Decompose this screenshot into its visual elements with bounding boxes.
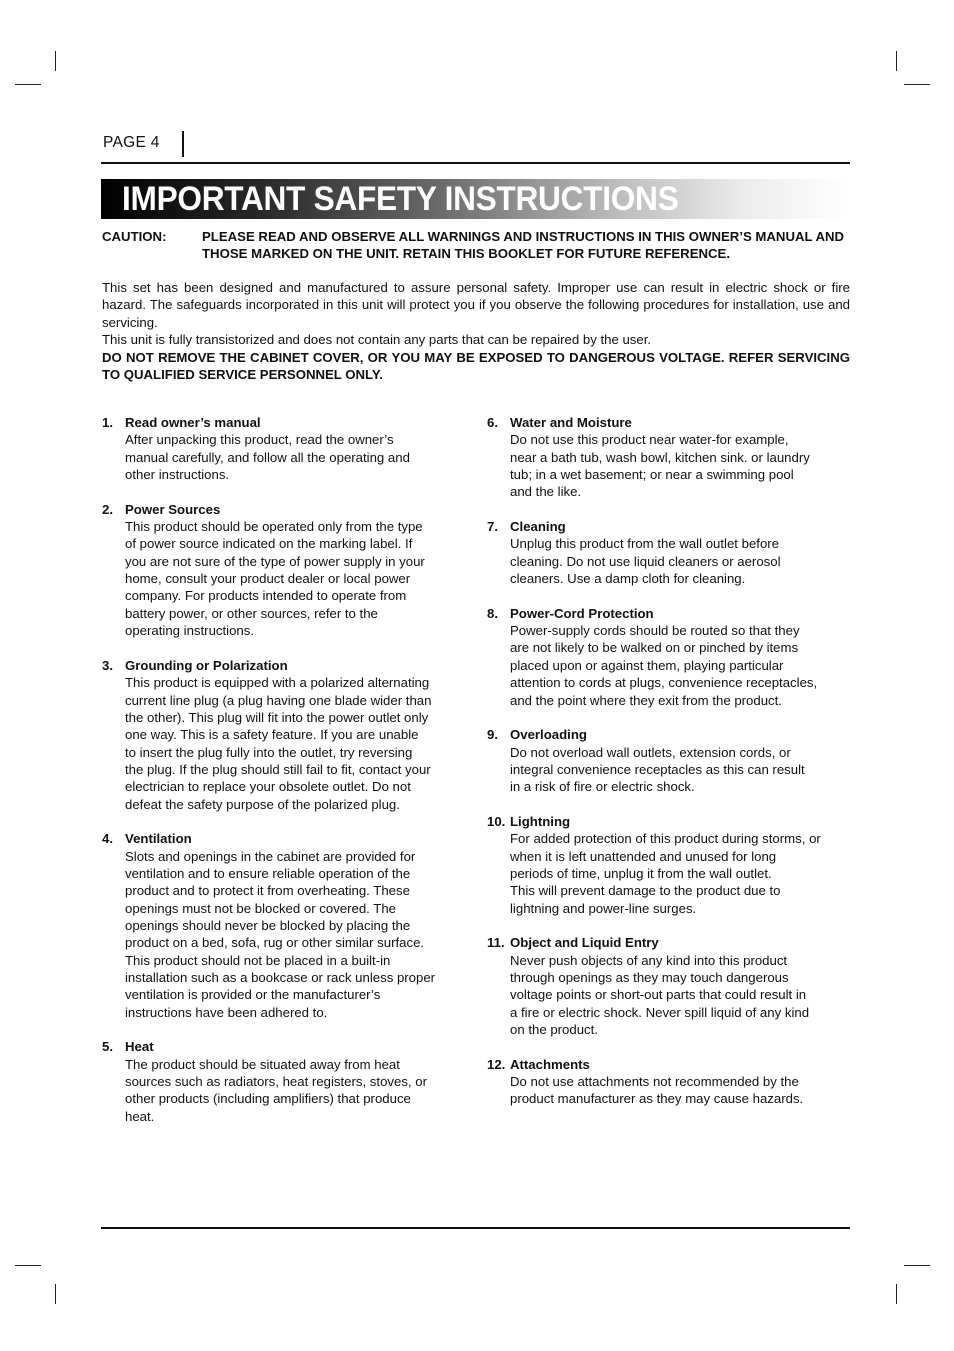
item-number: 10. <box>487 813 506 829</box>
instruction-item <box>487 726 852 795</box>
item-body: Slots and openings in the cabinet are provided for ventilation and to ensure reliable operation of the product and to protect it from overheating. These openings must not be blocked or covered. The openings should never be blocked by placing the product on a bed, sofa, rug or other similar surface. This product should not be placed in a built-in installation such as a bookcase or rack unless proper ventilation is provided or the manufacturer’s instructions have been adhered to. <box>125 848 436 1020</box>
item-title: Overloading <box>510 727 587 743</box>
page-title: IMPORTANT SAFETY INSTRUCTIONS <box>122 180 679 218</box>
item-title: Lightning <box>510 813 571 829</box>
item-title: Read owner’s manual <box>125 415 261 430</box>
crop-mark <box>55 51 56 71</box>
instruction-item <box>487 518 852 587</box>
item-number: 1. <box>102 415 113 430</box>
intro-paragraph: This unit is fully transistorized and does not contain any parts that can be repaired by the user. <box>102 332 652 348</box>
item-body: Do not use this product near water-for example, near a bath tub, wash bowl, kitchen sink. or laundry tub; in a wet basement; or near a swimming pool and the like. <box>510 432 810 500</box>
item-title: Attachments <box>510 1056 590 1072</box>
item-title: Power Sources <box>125 501 221 517</box>
crop-mark <box>15 84 41 85</box>
instruction-item <box>487 605 852 709</box>
item-number: 11. <box>487 935 505 951</box>
instruction-item <box>102 501 467 640</box>
instruction-item <box>102 1038 467 1125</box>
item-body: This product is equipped with a polarized alternating current line plug (a plug having one blade wider than the other). This plug will fit into the power outlet only one way. This is a safety feature. If you are unable to insert the plug fully into the outlet, try reversing the plug. If the plug should still fail to fit, contact your electrician to replace your obsolete outlet. Do not defeat the safety purpose of the polarized plug. <box>125 675 432 812</box>
item-body: Do not overload wall outlets, extension cords, or integral convenience receptacles as this can result in a risk of fire or electric shock. <box>510 744 805 795</box>
item-number: 7. <box>487 519 498 535</box>
item-body: Never push objects of any kind into this product through openings as they may touch dangerous voltage points or short-out parts that could result in a fire or electric shock. Never spill liquid of any kind on the product. <box>510 952 810 1038</box>
voltage-warning: DO NOT REMOVE THE CABINET COVER, OR YOU MAY BE EXPOSED TO DANGEROUS VOLTAGE. REFER SERVICING TO QUALIFIED SERVICE PERSONNEL ONLY. <box>102 349 850 383</box>
crop-mark <box>896 1284 897 1304</box>
item-title: Cleaning <box>510 519 566 535</box>
header-rule <box>101 162 850 164</box>
item-number: 6. <box>487 415 498 430</box>
crop-mark <box>15 1265 41 1266</box>
intro-paragraph: This set has been designed and manufactured to assure personal safety. Improper use can result in electric shock or fire hazard. The safeguards incorporated in this unit will protect you if you observe the following procedures for installation, use and servicing. <box>102 280 850 330</box>
page-number-divider <box>182 131 184 157</box>
instructions-left-column <box>102 414 467 1142</box>
item-title: Water and Moisture <box>510 415 632 430</box>
item-number: 3. <box>102 657 113 673</box>
item-title: Ventilation <box>125 831 192 847</box>
page-number: PAGE 4 <box>103 134 160 151</box>
item-body: For added protection of this product during storms, or when it is left unattended and unused for long periods of time, unplug it from the wall outlet. This will prevent damage to the product due to lightning and power-line surges. <box>510 831 821 916</box>
item-title: Power-Cord Protection <box>510 605 654 621</box>
instruction-item <box>487 934 852 1038</box>
item-body: This product should be operated only from the type of power source indicated on the marking label. If you are not sure of the type of power supply in your home, consult your product dealer or local power company. For products intended to operate from battery power, or other sources, refer to the operating instructions. <box>125 519 425 639</box>
item-number: 4. <box>102 831 113 847</box>
item-title: Heat <box>125 1039 154 1055</box>
instruction-item <box>102 414 467 483</box>
item-number: 9. <box>487 727 498 743</box>
title-banner <box>101 179 850 219</box>
item-body: The product should be situated away from heat sources such as radiators, heat registers, stoves, or other products (including amplifiers) that produce heat. <box>125 1056 427 1124</box>
caution-text: PLEASE READ AND OBSERVE ALL WARNINGS AND INSTRUCTIONS IN THIS OWNER’S MANUAL AND THOSE MARKED ON THE UNIT. RETAIN THIS BOOKLET FOR FUTURE REFERENCE. <box>202 229 845 262</box>
item-number: 5. <box>102 1039 113 1055</box>
intro-block <box>102 279 850 383</box>
instructions-right-column <box>487 414 852 1125</box>
instruction-item <box>487 414 852 501</box>
instruction-item <box>102 830 467 1021</box>
item-number: 12. <box>487 1056 506 1072</box>
crop-mark <box>904 84 930 85</box>
item-body: Unplug this product from the wall outlet before cleaning. Do not use liquid cleaners or aerosol cleaners. Use a damp cloth for cleaning. <box>510 536 781 587</box>
item-title: Object and Liquid Entry <box>510 935 659 951</box>
footer-rule <box>101 1227 850 1229</box>
item-title: Grounding or Polarization <box>125 657 288 673</box>
item-body: Do not use attachments not recommended by the product manufacturer as they may cause hazards. <box>510 1074 804 1107</box>
crop-mark <box>904 1265 930 1266</box>
instruction-item <box>487 813 852 917</box>
item-body: Power-supply cords should be routed so that they are not likely to be walked on or pinched by items placed upon or against them, playing particular attention to cords at plugs, convenience receptacles, and the point where they exit from the product. <box>510 623 818 708</box>
item-body: After unpacking this product, read the owner’s manual carefully, and follow all the operating and other instructions. <box>125 432 410 483</box>
instruction-item <box>487 1056 852 1108</box>
caution-label: CAUTION: <box>102 229 167 244</box>
item-number: 8. <box>487 605 498 621</box>
instruction-item <box>102 657 467 813</box>
item-number: 2. <box>102 501 113 517</box>
crop-mark <box>55 1284 56 1304</box>
crop-mark <box>896 51 897 71</box>
